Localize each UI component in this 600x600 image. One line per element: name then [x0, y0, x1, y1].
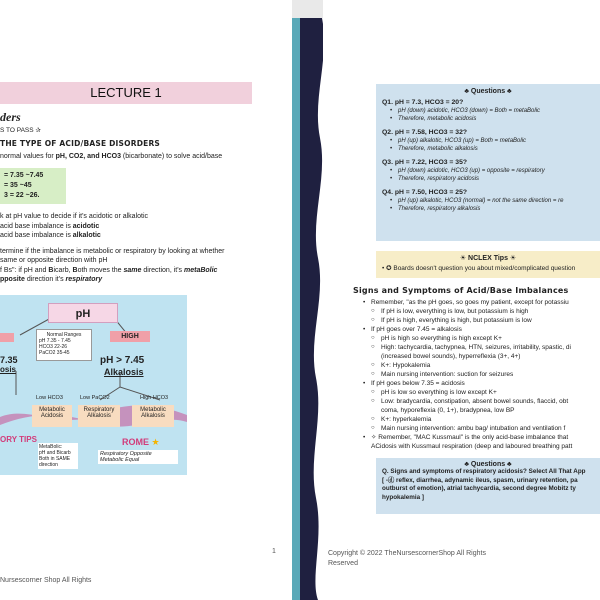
metabolic-tip-line: direction [39, 462, 58, 468]
signs-heading: Signs and Symptoms of Acid/Base Imbalances [353, 286, 569, 295]
lecture-title: LECTURE 1 [0, 82, 252, 104]
metabolic-tip-line: Both in SAME [39, 456, 71, 462]
normal-ranges-title: Normal Ranges [46, 332, 82, 338]
type-heading: THE TYPE OF ACID/BASE DISORDERS [0, 139, 161, 148]
sub-item: ○ If pH is low, everything is low, but potassium is high [363, 307, 600, 316]
sub-item: ○ High: tachycardia, tachypnea, HTN, seizures, irritability, spastic, di [363, 343, 600, 352]
remember-mac-cont: ACidosis with Kussmaul respiration (deep and laboured breathing patt [371, 443, 573, 450]
steps [0, 212, 290, 285]
question-text: Q1. pH = 7.3, HCO3 = 20? [382, 99, 464, 106]
respiratory-alkalosis-box: Respiratory Alkalosis [78, 405, 120, 427]
question-list [382, 98, 594, 213]
nclex-tips-box [376, 251, 600, 278]
q2-line: hypokalemia ] [382, 493, 424, 501]
nclex-title: ☀ NCLEX Tips ☀ [459, 255, 517, 262]
question-text: Q3. pH = 7.22, HCO3 = 35? [382, 159, 467, 166]
rome-line: Metabolic Equal [100, 457, 140, 463]
question-item [382, 128, 594, 153]
question-item [382, 158, 594, 183]
spine-accent [292, 18, 300, 600]
left-footer: Nursescorner Shop All Rights [0, 577, 92, 584]
star-icon: ★ [151, 437, 160, 447]
q2-text: Q. Signs and symptoms of respiratory acidosis? Select All That App [382, 468, 586, 475]
pass-line: S TO PASS ✰ [0, 127, 41, 134]
acidosis-label: osis [0, 365, 17, 374]
low-paco2-label: Low PaCO2 [80, 395, 110, 401]
sub-item: ○ K+: hyperkalemia [363, 415, 600, 424]
page-number: 1 [272, 548, 276, 555]
low-hco3-label: Low HCO3 [36, 395, 63, 401]
sub-item: ○ pH is high so everything is high except K+ [363, 334, 600, 343]
answer-line: • pH (down) acidotic, HCO3 (down) = Both = metaBolic [390, 107, 594, 115]
normal-values-box [0, 168, 66, 204]
answer-line: • Therefore, metabolic acidosis [390, 115, 594, 123]
metabolic-tip-box [38, 443, 78, 469]
normal-ranges-box [36, 329, 92, 361]
step-2b: same or opposite direction with pH [0, 257, 108, 264]
questions-title: ♣ Questions ♣ [464, 88, 512, 95]
answer-line: • Therefore, respiratory alkalosis [390, 205, 594, 213]
nclex-tip: • ✪ Boards doesn't question you about mixed/complicated question [382, 265, 576, 272]
signs-list [363, 298, 600, 451]
right-footer-2: Reserved [328, 560, 358, 567]
sun-icon: ✪ [386, 265, 392, 272]
rome-title: ROME ★ [122, 437, 160, 447]
question-text: Q2. pH = 7.58, HCO3 = 32? [382, 129, 467, 136]
metabolic-tip-line: MetaBolic: [39, 444, 63, 450]
high-node: HIGH [110, 331, 150, 342]
section-subtitle: ders [0, 110, 21, 124]
intro-text: normal values for pH, CO2, and HCO3 (bicarbonate) to solve acid/base [0, 153, 223, 160]
sub-item: ○ If pH is high, everything is high, but potassium is low [363, 316, 600, 325]
step-3: f Bs": if pH and Bicarb, Both moves the same direction, it's metaBolic [0, 266, 218, 274]
answer-line: • pH (up) alkalotic, HCO3 (normal) = not the same direction = re [390, 197, 594, 205]
right-footer: Copyright © 2022 TheNursescornerShop All Rights [328, 550, 486, 557]
answer-line: • Therefore, metabolic alkalosis [390, 145, 594, 153]
question-item [382, 188, 594, 213]
remember-line: • Remember, "as the pH goes, so goes my patient, except for potassiu [363, 298, 600, 307]
rome-box [98, 450, 178, 464]
step-3b: pposite direction it's respiratory [0, 276, 103, 283]
metabolic-tip-line: pH and Bicarb [39, 450, 71, 456]
range-paco2: PaCO2 35-45 [39, 350, 70, 356]
range-hco3: HCO3 22-26 [39, 344, 68, 350]
step-1: k at pH value to decide if it's acidotic or alkalotic [0, 213, 149, 220]
sub-item-cont: (increased bowel sounds), hyperreflexia (3+, 4+) [381, 353, 521, 360]
sub-item: ○ Main nursing intervention: ambu bag/ intubation and ventilation f [363, 424, 600, 433]
normal-ph: = 7.35 ~7.45 [4, 172, 44, 179]
sub-item: ○ pH is low so everything is low except K+ [363, 388, 600, 397]
step-1a: acid base imbalance is acidotic [0, 222, 100, 230]
question-text: Q4. pH = 7.50, HCO3 = 25? [382, 189, 467, 196]
alkalosis-value: pH > 7.45 [100, 355, 145, 366]
sub-item: ○ K+: Hypokalemia [363, 361, 600, 370]
ph-node: pH [48, 303, 118, 323]
answer-line: • pH (down) acidotic, HCO3 (up) = opposite = respiratory [390, 167, 594, 175]
sub-item: ○ Main nursing intervention: suction for seizures [363, 370, 600, 379]
q2-line: [ -ⓓ reflex, diarrhea, adynamic ileus, spasm, urinary retention, pa [382, 476, 578, 484]
low-bar [0, 333, 14, 342]
answer-line: • pH (up) alkalotic, HCO3 (up) = Both = metaBolic [390, 137, 594, 145]
rome-line: Respiratory Opposite [100, 451, 152, 457]
questions-box-2 [376, 458, 600, 514]
left-page [0, 0, 292, 600]
right-page [323, 0, 600, 600]
memory-tips-title: ORY TIPS [0, 435, 37, 444]
high-hco3-label: High HCO3 [140, 395, 169, 401]
alkalosis-item: • If pH goes over 7.45 = alkalosis [363, 325, 600, 334]
questions-title-2: ♣ Questions ♣ [464, 461, 512, 468]
alkalosis-label: Alkalosis [104, 367, 144, 377]
step-1b: acid base imbalance is alkalotic [0, 232, 101, 239]
metabolic-acidosis-box: Metabolic Acidosis [32, 405, 72, 427]
step-2: termine if the imbalance is metabolic or respiratory by looking at whether [0, 247, 225, 255]
sub-item: ○ Low: bradycardia, constipation, absent bowel sounds, flaccid, obt [363, 397, 600, 406]
acidosis-item: • If pH goes below 7.35 = acidosis [363, 379, 600, 388]
normal-co2: = 35 ~45 [4, 182, 32, 189]
questions-box [376, 84, 600, 241]
question-item [382, 98, 594, 123]
range-ph: pH 7.35 - 7.45 [39, 338, 71, 344]
q2-line: outburst of emotion), atrial tachycardia, second degree Mobitz ty [382, 485, 576, 492]
acidosis-value: 7.35 [0, 355, 18, 365]
sub-item-cont: coma, hyporeflexia (0, 1+), bradypnea, low BP [381, 407, 515, 414]
normal-hco3: 3 = 22 ~26. [4, 192, 40, 199]
remember-mac-line: • ✧ Remember, "MAC Kussmaul" is the only acid-base imbalance that [363, 433, 600, 442]
metabolic-alkalosis-box: Metabolic Alkalosis [132, 405, 174, 427]
ph-flow-diagram [0, 295, 187, 475]
answer-line: • Therefore, respiratory acidosis [390, 175, 594, 183]
